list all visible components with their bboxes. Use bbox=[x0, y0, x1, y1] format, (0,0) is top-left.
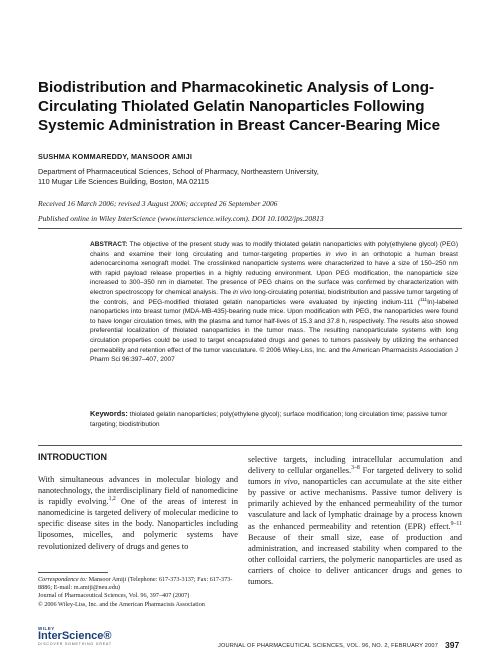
intro-in-vivo: in vivo bbox=[274, 477, 298, 487]
footnote-rule bbox=[38, 572, 108, 573]
logo-main-text: InterScience® bbox=[38, 630, 112, 642]
keywords bbox=[90, 409, 458, 429]
intro-left-text-2: One of the areas of interest in nanomedicine is targeted delivery of molecular medicine to specific disease sites in the body. Nanoparticles including liposomes, micelles, and polymeric systems have revolutionized delivery of drugs and genes to bbox=[38, 497, 239, 551]
affiliation bbox=[38, 167, 458, 187]
abstract-text-1: The objective of the present study was to modify thiolated gelatin nanoparticles with poly(ethylene glycol) (PEG) chains and examine their long circulating and tumor-targeting properties bbox=[90, 241, 459, 258]
abstract-text-3: long-circulating potential, biodistribution and passive tumor targeting of the controls, and PEG-modified thiolated gelatin nanoparticles were evaluated by injecting indium-111 ( bbox=[90, 288, 458, 306]
ref-superscript: 9–11 bbox=[450, 520, 462, 527]
abstract-in-vivo-1: in vivo bbox=[325, 250, 347, 258]
received-dates: Received 16 March 2006; revised 3 August 2006; accepted 26 September 2006 bbox=[38, 199, 278, 208]
affiliation-line-2: 110 Mugar Life Sciences Building, Boston, MA 02115 bbox=[38, 177, 209, 186]
journal-citation: Journal of Pharmaceutical Sciences, Vol. 96, 397–407 (2007) bbox=[38, 592, 190, 600]
keywords-text: thiolated gelatin nanoparticles; poly(ethylene glycol); surface modification; long circulation time; passive tumor targeting; biodistribution bbox=[90, 411, 448, 428]
correspondence-text: Mansoor Amiji (Telephone: 617-373-3137; Fax: 617-373-8886; E-mail: m.amiji@neu.edu) bbox=[38, 576, 233, 592]
header-divider bbox=[38, 228, 462, 229]
intro-right-text-4: Because of their small size, ease of production and administration, and increased stability when compared to the other colloidal carriers, the polymeric nanoparticles are used as carriers of choice to deliver anticancer drugs and genes to tumors. bbox=[248, 532, 462, 587]
intro-right-column bbox=[248, 454, 462, 587]
wiley-interscience-logo bbox=[38, 626, 112, 646]
publication-info: Published online in Wiley InterScience (www.interscience.wiley.com). DOI 10.1002/jps.20813 bbox=[38, 214, 324, 223]
abstract-text-4: In)-labeled nanoparticles into breast tumor (MDA-MB-435)-bearing nude mice. Upon modification with PEG, the nanoparticles were found to have longer circulation times, with the plasma and tumor half-lives of 15.3 and 37.8 h, respectively. The results also showed preferential localization of thiolated nanoparticles in the tumor mass. The resulting nanoparticulate systems with long circulation properties could be used to target encapsulated drugs and genes to tumors passively by utilizing the enhanced permeability and retention effect of the tumor vasculature. © 2006 Wiley-Liss, Inc. and the American Pharmacists Association J Pharm Sci 96:397–407, 2007 bbox=[90, 298, 458, 364]
article-title: Biodistribution and Pharmacokinetic Analysis of Long-Circulating Thiolated Gelatin Nanoparticles Following Systemic Administration in Breast Cancer-Bearing Mice bbox=[38, 79, 441, 134]
running-footer: JOURNAL OF PHARMACEUTICAL SCIENCES, VOL. 96, NO. 2, FEBRUARY 2007 bbox=[218, 643, 439, 649]
page-number: 397 bbox=[445, 640, 460, 650]
section-divider bbox=[38, 445, 462, 446]
intro-left-column bbox=[38, 474, 238, 552]
introduction-heading: INTRODUCTION bbox=[38, 452, 107, 462]
intro-right-text-3: , nanoparticles can accumulate at the site either by passive or active mechanisms. Passive tumor delivery is primarily achieved by the enhanced permeability of the tumor vasculature and lack of lymphatic drainage by a process known as the enhanced permeability and retention (EPR) effect. bbox=[248, 477, 462, 531]
isotope-superscript: 111 bbox=[420, 296, 428, 302]
abstract-label: ABSTRACT: bbox=[90, 241, 128, 248]
correspondence bbox=[38, 576, 243, 592]
logo-wiley-text: WILEY bbox=[38, 626, 55, 631]
correspondence-label: Correspondence to: bbox=[38, 576, 88, 583]
affiliation-line-1: Department of Pharmaceutical Sciences, School of Pharmacy, Northeastern University, bbox=[38, 167, 319, 176]
logo-tagline: DISCOVER SOMETHING GREAT bbox=[38, 642, 112, 646]
copyright-line: © 2006 Wiley-Liss, Inc. and the American Pharmacists Association bbox=[38, 600, 205, 608]
author-list: SUSHMA KOMMAREDDY, MANSOOR AMIJI bbox=[38, 152, 193, 161]
intro-left-text-1: With simultaneous advances in molecular biology and nanotechnology, the interdisciplinary field of nanomedicine is rapidly evolving. bbox=[38, 475, 238, 507]
abstract-text-2: in an orthotopic a human breast adenocarcinoma xenograft model. The crosslinked nanoparticle systems were characterized to have a size of 150–250 nm with rapid payload release properties in a highly reducing environment. Upon PEG modification, the nanoparticle size increased to 300–350 nm in diameter. The presence of PEG chains on the surface was confirmed by characterization with electron spectroscopy for chemical analysis. The bbox=[90, 250, 458, 296]
abstract-in-vivo-2: in vivo bbox=[232, 288, 252, 296]
footnote bbox=[38, 576, 243, 609]
intro-right-text-1: selective targets, including intracellular accumulation and delivery to cellular organelles. bbox=[248, 455, 462, 476]
ref-superscript: 1,2 bbox=[108, 496, 116, 503]
ref-superscript: 3–8 bbox=[351, 465, 360, 472]
intro-right-text-2: For targeted delivery to solid tumors bbox=[248, 466, 462, 487]
abstract bbox=[90, 240, 458, 365]
keywords-label: Keywords: bbox=[90, 409, 128, 418]
